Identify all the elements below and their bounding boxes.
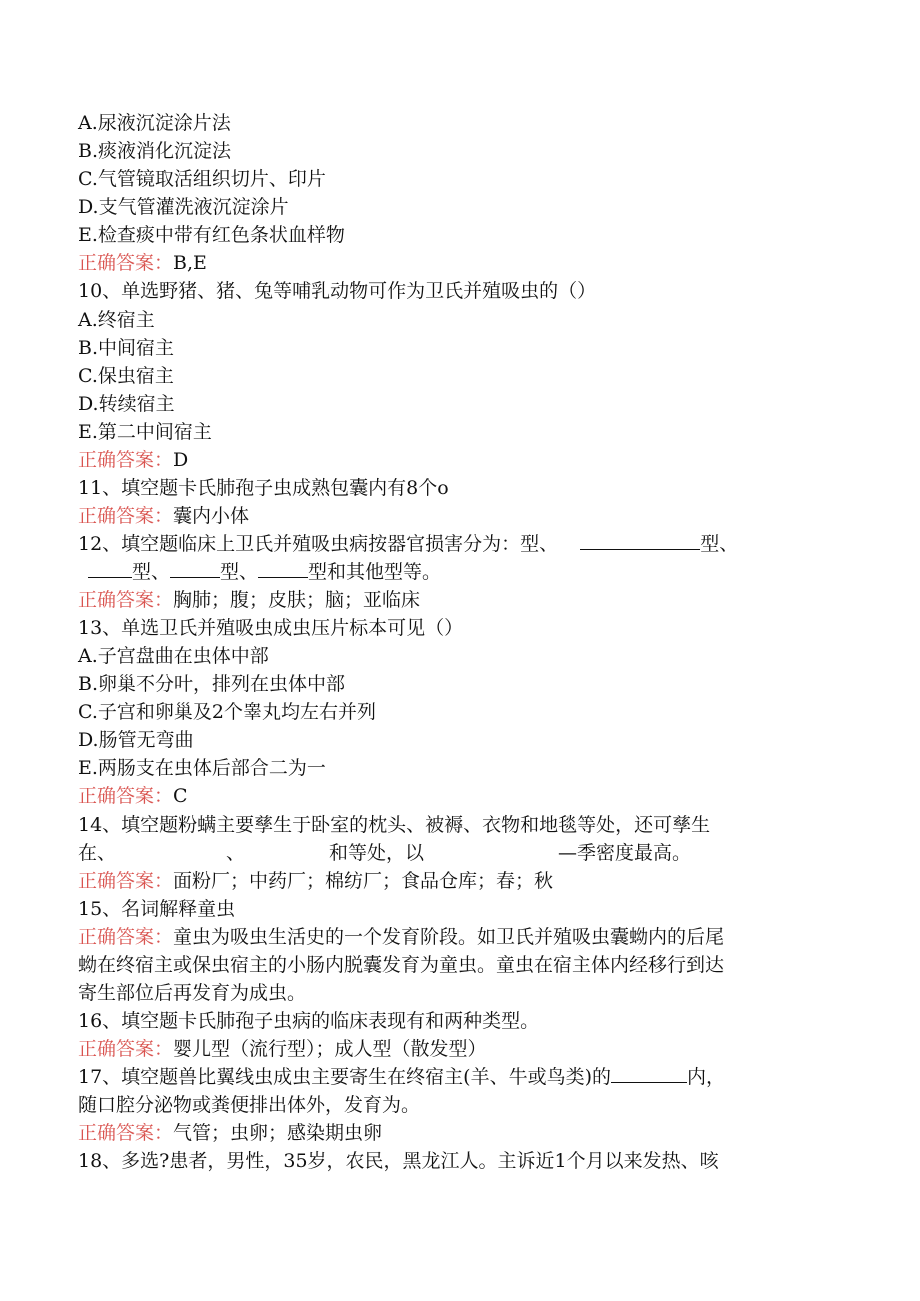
q13-option-b: B.卵巢不分叶，排列在虫体中部 bbox=[78, 673, 346, 695]
answer-value: 气管；虫卵；感染期虫卵 bbox=[173, 1122, 383, 1144]
answer-label: 正确答案： bbox=[78, 449, 174, 471]
fill-blank bbox=[258, 559, 308, 578]
fill-blank bbox=[580, 531, 700, 550]
answer-label: 正确答案： bbox=[78, 785, 174, 807]
fill-blank bbox=[88, 559, 132, 578]
answer-value: 囊内小体 bbox=[173, 505, 250, 527]
q14-stem-b2: 、 bbox=[226, 842, 246, 864]
q15-answer-line3: 寄生部位后再发育为成虫。 bbox=[78, 982, 307, 1004]
q13-answer bbox=[78, 783, 838, 809]
q15-stem: 15、名词解释童虫 bbox=[78, 898, 236, 920]
q9-option-b: B.痰液消化沉淀法 bbox=[78, 140, 232, 162]
q10-stem: 10、单选野猪、猪、兔等哺乳动物可作为卫氏并殖吸虫的（） bbox=[78, 280, 597, 302]
q14-answer bbox=[78, 868, 838, 894]
q12-stem-b: 型、 bbox=[700, 533, 739, 555]
answer-label: 正确答案： bbox=[78, 589, 174, 611]
q15-answer bbox=[78, 924, 838, 950]
q15-answer-line2: 蚴在终宿主或保虫宿主的小肠内脱囊发育为童虫。童虫在宿主体内经移行到达 bbox=[78, 954, 725, 976]
q10-option-c: C.保虫宿主 bbox=[78, 365, 174, 387]
q16-answer bbox=[78, 1036, 838, 1062]
answer-label: 正确答案： bbox=[78, 1122, 174, 1144]
q12-answer bbox=[78, 587, 838, 613]
q9-option-a: A.尿液沉淀涂片法 bbox=[78, 112, 231, 134]
q10-option-b: B.中间宿主 bbox=[78, 337, 175, 359]
q13-stem: 13、单选卫氏并殖吸虫成虫压片标本可见（） bbox=[78, 617, 464, 639]
q12-stem-c3: 型和其他型等。 bbox=[308, 561, 442, 583]
q13-option-e: E.两肠支在虫体后部合二为一 bbox=[78, 757, 326, 779]
answer-value: C bbox=[173, 785, 188, 807]
answer-value: 胸肺；腹；皮肤；脑；亚临床 bbox=[173, 589, 421, 611]
q17-stem-a2: 内， bbox=[687, 1066, 726, 1088]
q14-stem-b1: 在、 bbox=[78, 842, 117, 864]
answer-label: 正确答案： bbox=[78, 870, 174, 892]
q12-stem-line2 bbox=[88, 559, 848, 585]
answer-label: 正确答案： bbox=[78, 926, 174, 948]
q12-stem-line1 bbox=[78, 531, 838, 557]
q17-stem-line1 bbox=[78, 1064, 838, 1090]
q10-option-a: A.终宿主 bbox=[78, 309, 155, 331]
answer-value: D bbox=[173, 449, 189, 471]
q14-stem-b3: 和等处，以 bbox=[329, 842, 425, 864]
q16-stem: 16、填空题卡氏肺孢子虫病的临床表现有和两种类型。 bbox=[78, 1010, 540, 1032]
q10-answer bbox=[78, 447, 838, 473]
q11-stem: 11、填空题卡氏肺孢子虫成熟包囊内有8个o bbox=[78, 477, 449, 499]
q10-option-e: E.第二中间宿主 bbox=[78, 421, 212, 443]
q13-option-d: D.肠管无弯曲 bbox=[78, 729, 194, 751]
q18-stem: 18、多选?患者，男性，35岁，农民，黑龙江人。主诉近1个月以来发热、咳 bbox=[78, 1150, 719, 1172]
answer-label: 正确答案： bbox=[78, 252, 174, 274]
q12-stem-c1: 型、 bbox=[132, 561, 171, 583]
q13-option-a: A.子宫盘曲在虫体中部 bbox=[78, 645, 269, 667]
answer-value-line1: 童虫为吸虫生活史的一个发育阶段。如卫氏并殖吸虫囊蚴内的后尾 bbox=[173, 926, 725, 948]
q9-option-e: E.检查痰中带有红色条状血样物 bbox=[78, 224, 345, 246]
q17-answer bbox=[78, 1120, 838, 1146]
q9-option-c: C.气管镜取活组织切片、印片 bbox=[78, 168, 326, 190]
answer-label: 正确答案： bbox=[78, 505, 174, 527]
q17-stem-a: 17、填空题兽比翼线虫成虫主要寄生在终宿主(羊、牛或鸟类)的 bbox=[78, 1066, 612, 1088]
q11-answer bbox=[78, 503, 838, 529]
q12-stem-c2: 型、 bbox=[220, 561, 259, 583]
q14-stem-line2 bbox=[78, 840, 838, 866]
fill-blank bbox=[611, 1064, 687, 1083]
q10-option-d: D.转续宿主 bbox=[78, 393, 175, 415]
q14-stem-line1: 14、填空题粉螨主要孳生于卧室的枕头、被褥、衣物和地毯等处，还可孳生 bbox=[78, 814, 711, 836]
answer-value: 面粉厂；中药厂；棉纺厂；食品仓库；春；秋 bbox=[173, 870, 554, 892]
answer-value: 婴儿型（流行型）；成人型（散发型） bbox=[173, 1038, 487, 1060]
q12-stem-a: 12、填空题临床上卫氏并殖吸虫病按器官损害分为：型、 bbox=[78, 533, 559, 555]
answer-value: B,E bbox=[173, 252, 207, 274]
answer-label: 正确答案： bbox=[78, 1038, 174, 1060]
q13-option-c: C.子宫和卵巢及2个睾丸均左右并列 bbox=[78, 701, 376, 723]
q17-stem-line2: 随口腔分泌物或粪便排出体外，发育为。 bbox=[78, 1094, 421, 1116]
fill-blank bbox=[170, 559, 220, 578]
q9-answer bbox=[78, 250, 838, 276]
q9-option-d: D.支气管灌洗液沉淀涂片 bbox=[78, 196, 289, 218]
q14-stem-b4: —季密度最高。 bbox=[558, 842, 692, 864]
